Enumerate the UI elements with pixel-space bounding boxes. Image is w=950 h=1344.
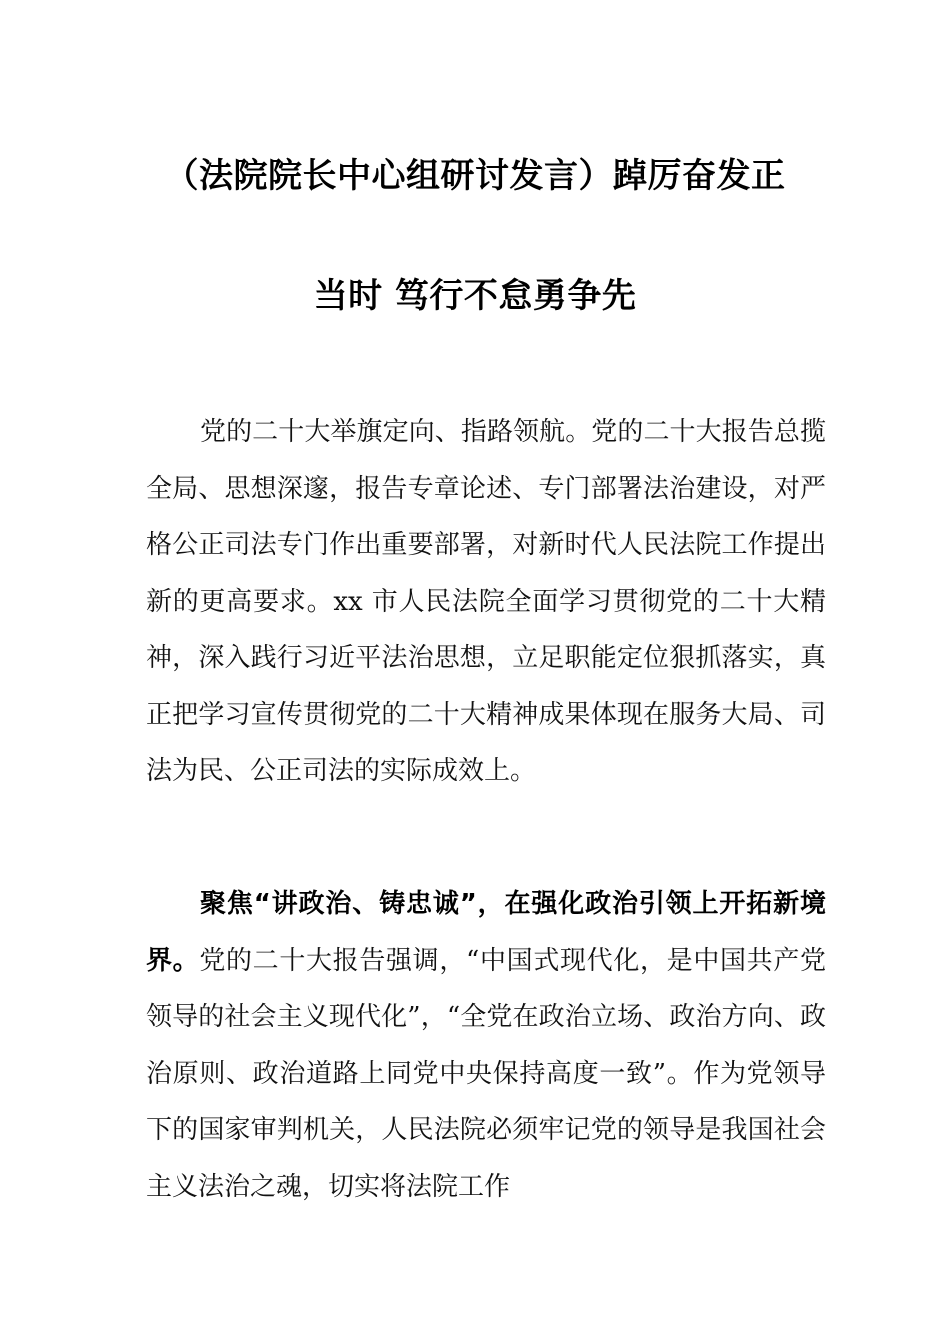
paragraph-1-text: 党的二十大举旗定向、指路领航。党的二十大报告总揽全局、思想深邃，报告专章论述、专门部署法治建设，对严格公正司法专门作出重要部署，对新时代人民法院工作提出新的更高要求。xx 市人民法院全面学习贯彻党的二十大精神，深入践行习近平法治思想，立足职能定位狠抓落实，真正把学习宣传贯彻党的二十大精神成果体现在服务大局、司法为民、公正司法的实际成效上。 xyxy=(146,417,826,786)
document-title-line-2: 当时 笃行不怠勇争先 xyxy=(313,276,637,316)
body-paragraph-2 xyxy=(146,876,826,1215)
paragraph-2-lead-heading: 聚焦“讲政治、铸忠诚”，在强化政治引领上开拓新境界。 xyxy=(146,889,826,976)
body-paragraph-1 xyxy=(146,404,826,800)
paragraph-2-text: 党的二十大报告强调，“中国式现代化，是中国共产党领导的社会主义现代化”，“全党在政治立场、政治方向、政治原则、政治道路上同党中央保持高度一致”。作为党领导下的国家审判机关，人民法院必须牢记党的领导是我国社会主义法治之魂，切实将法院工作 xyxy=(146,945,826,1202)
document-title-line-1: （法院院长中心组研讨发言）踔厉奋发正 xyxy=(164,156,786,196)
